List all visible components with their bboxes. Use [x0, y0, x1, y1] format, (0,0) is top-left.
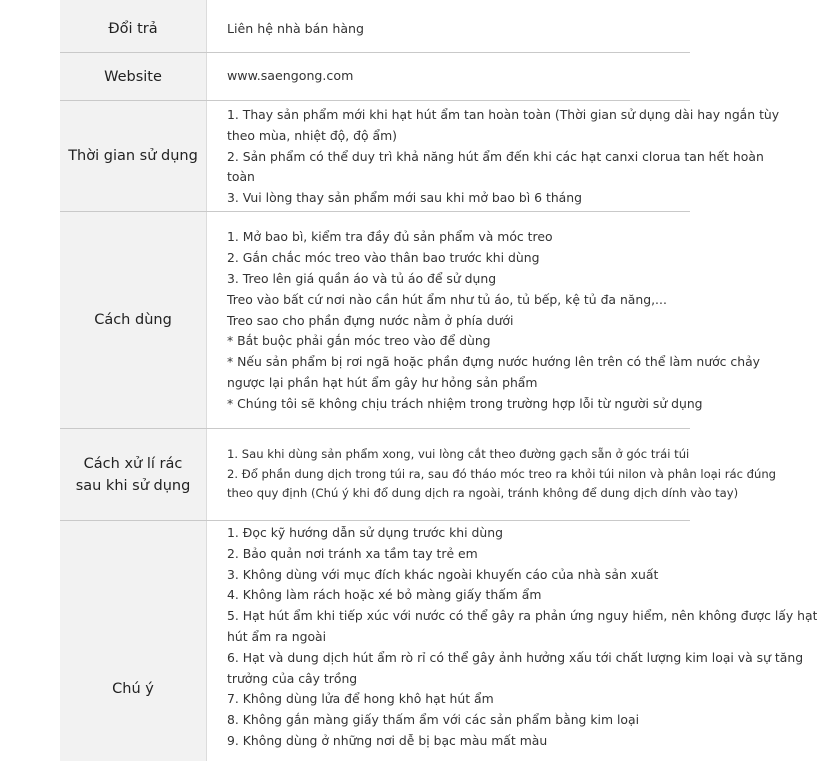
text-line: * Chúng tôi sẽ không chịu trách nhiệm trong trường hợp lỗi từ người sử dụng [227, 395, 703, 411]
row-content-website [207, 53, 690, 100]
text-line: theo quy định (Chú ý khi đổ dung dịch ra ngoài, tránh không để dung dịch dính vào tay) [227, 486, 739, 501]
row-label-return: Đổi trả [60, 0, 207, 52]
row-disposal [60, 429, 777, 521]
text-line: trưởng của cây trồng [227, 670, 358, 686]
text-line: toàn [227, 169, 255, 185]
text-line: 6. Hạt và dung dịch hút ẩm rò rỉ có thể gây ảnh hưởng xấu tới chất lượng kim loại và sự tăng [227, 649, 804, 665]
text-line: 9. Không dùng ở những nơi dễ bị bạc màu mất màu [227, 732, 548, 748]
text-line: hút ẩm ra ngoài [227, 628, 327, 644]
label-line: Cách xử lí rác [83, 455, 183, 472]
text-line: 8. Không gắn màng giấy thấm ẩm với các sản phẩm bằng kim loại [227, 712, 640, 728]
row-label-caution: Chú ý [60, 521, 207, 761]
text-line: 3. Vui lòng thay sản phẩm mới sau khi mở bao bì 6 tháng [227, 190, 582, 206]
text-line: 1. Mở bao bì, kiểm tra đầy đủ sản phẩm và móc treo [227, 229, 553, 245]
text-line: theo mùa, nhiệt độ, độ ẩm) [227, 127, 398, 143]
text-line: * Bắt buộc phải gắn móc treo vào để dùng [227, 333, 491, 349]
text-line: * Nếu sản phẩm bị rơi ngã hoặc phần đựng nước hướng lên trên có thể làm nước chảy [227, 354, 760, 370]
text-line: Liên hệ nhà bán hàng [227, 20, 365, 36]
row-label-website: Website [60, 53, 207, 100]
text-line: 1. Đọc kỹ hướng dẫn sử dụng trước khi dùng [227, 525, 503, 540]
row-content-caution [207, 521, 817, 761]
row-how-to-use [60, 212, 760, 429]
row-caution [60, 521, 817, 761]
text-line: ngược lại phần hạt hút ẩm gây hư hỏng sản phẩm [227, 374, 538, 390]
row-content-return [207, 0, 690, 52]
text-line: 2. Đổ phần dung dịch trong túi ra, sau đó tháo móc treo ra khỏi túi nilon và phân loại rác đúng [227, 466, 777, 481]
row-label-disposal [60, 429, 207, 520]
text-line: 2. Sản phẩm có thể duy trì khả năng hút ẩm đến khi các hạt canxi clorua tan hết hoàn [227, 148, 764, 164]
text-line: 1. Sau khi dùng sản phẩm xong, vui lòng cắt theo đường gạch sẵn ở góc trái túi [227, 447, 690, 462]
text-line: 3. Treo lên giá quần áo và tủ áo để sử dụng [227, 271, 497, 286]
row-content-how-to-use [207, 212, 760, 428]
row-website [60, 53, 690, 101]
row-label-how-to-use: Cách dùng [60, 212, 207, 428]
row-content-disposal [207, 429, 776, 520]
text-line: 2. Bảo quản nơi tránh xa tầm tay trẻ em [227, 545, 478, 561]
text-line: 7. Không dùng lửa để hong khô hạt hút ẩm [227, 691, 494, 707]
text-line: Treo sao cho phần đựng nước nằm ở phía dưới [227, 312, 514, 328]
label-line: sau khi sử dụng [75, 477, 191, 494]
row-return-policy [60, 0, 690, 53]
text-line: 1. Thay sản phẩm mới khi hạt hút ẩm tan hoàn toàn (Thời gian sử dụng dài hay ngắn tùy [227, 107, 780, 122]
website-link[interactable]: www.saengong.com [227, 68, 354, 84]
text-line: 3. Không dùng với mục đích khác ngoài khuyến cáo của nhà sản xuất [227, 566, 659, 582]
text-line: 2. Gắn chắc móc treo vào thân bao trước khi dùng [227, 250, 540, 266]
text-line: 4. Không làm rách hoặc xé bỏ màng giấy thấm ẩm [227, 587, 542, 603]
row-label-usage-time: Thời gian sử dụng [60, 101, 207, 211]
row-usage-time [60, 101, 780, 212]
text-line: Treo vào bất cứ nơi nào cần hút ẩm như tủ áo, tủ bếp, kệ tủ đa năng,... [227, 291, 667, 307]
row-content-usage-time [207, 101, 779, 211]
text-line: 5. Hạt hút ẩm khi tiếp xúc với nước có thể gây ra phản ứng nguy hiểm, nên không được lấy hạt [227, 608, 817, 624]
product-info-table [60, 0, 817, 761]
